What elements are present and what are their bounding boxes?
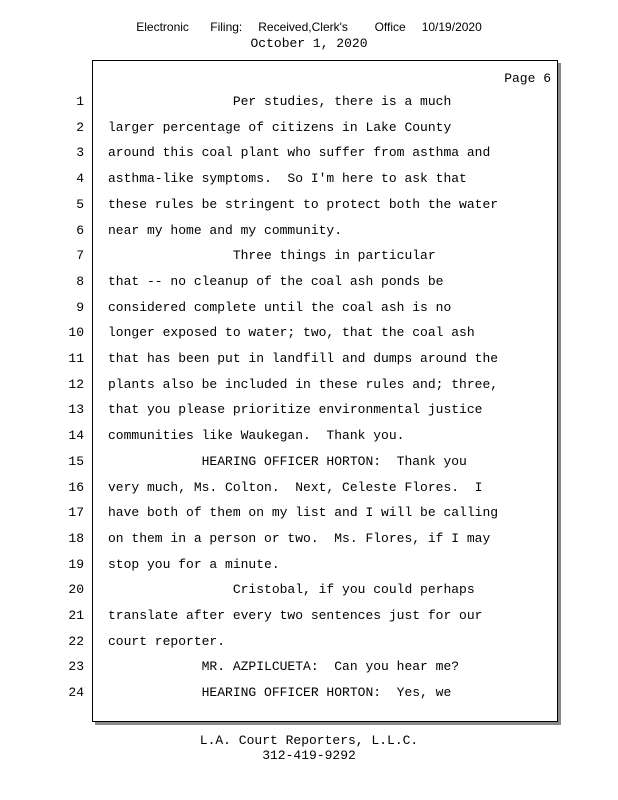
transcript-line — [0, 531, 618, 551]
transcript-line — [0, 94, 618, 114]
line-text: larger percentage of citizens in Lake County — [108, 119, 452, 135]
line-number: 3 — [76, 145, 84, 161]
line-text: have both of them on my list and I will be calling — [108, 505, 499, 521]
line-text: very much, Ms. Colton. Next, Celeste Flores. I — [108, 479, 483, 495]
line-text: stop you for a minute. — [108, 556, 280, 572]
line-number: 23 — [68, 659, 84, 675]
line-text: Cristobal, if you could perhaps — [108, 582, 475, 598]
line-text: court reporter. — [108, 633, 226, 649]
line-text: around this coal plant who suffer from asthma and — [108, 145, 491, 161]
line-text: MR. AZPILCUETA: Can you hear me? — [108, 659, 460, 675]
line-text: Three things in particular — [108, 248, 436, 264]
transcript-line — [0, 557, 618, 577]
line-number: 9 — [76, 299, 84, 315]
transcript-line — [0, 120, 618, 140]
line-number: 21 — [68, 608, 84, 623]
transcript-line — [0, 248, 618, 268]
line-number: 22 — [68, 633, 84, 649]
footer-company: L.A. Court Reporters, L.L.C. — [199, 733, 419, 748]
line-number: 10 — [68, 325, 84, 341]
line-number: 1 — [76, 94, 84, 109]
line-number: 11 — [68, 351, 84, 366]
line-number: 19 — [68, 556, 84, 572]
line-text: plants also be included in these rules and; three, — [108, 376, 499, 392]
line-number: 7 — [76, 248, 84, 264]
transcript-line — [0, 325, 618, 345]
line-text: near my home and my community. — [108, 222, 343, 238]
transcript-line — [0, 197, 618, 217]
line-number: 24 — [68, 685, 84, 701]
line-text: HEARING OFFICER HORTON: Yes, we — [108, 685, 452, 701]
transcript-line — [0, 223, 618, 243]
line-text: considered complete until the coal ash is no — [108, 299, 452, 315]
line-number: 2 — [76, 119, 84, 135]
line-text: communities like Waukegan. Thank you. — [108, 428, 405, 444]
line-number: 13 — [68, 402, 84, 418]
line-text: these rules be stringent to protect both the water — [108, 196, 499, 212]
transcript-line — [0, 402, 618, 422]
line-text: that -- no cleanup of the coal ash ponds be — [108, 273, 444, 289]
line-number: 8 — [76, 273, 84, 289]
line-text: that has been put in landfill and dumps around the — [108, 351, 499, 366]
transcript-line — [0, 300, 618, 320]
transcript-line — [0, 454, 618, 474]
line-text: on them in a person or two. Ms. Flores, if I may — [108, 530, 491, 546]
transcript-line — [0, 274, 618, 294]
transcript-line — [0, 145, 618, 165]
line-text: that you please prioritize environmental justice — [108, 402, 483, 418]
transcript-line — [0, 377, 618, 397]
filing-stamp: Electronic Filing: Received,Clerk's Office 10/19/2020 — [136, 20, 482, 34]
transcript-line — [0, 659, 618, 679]
line-text: HEARING OFFICER HORTON: Thank you — [108, 453, 467, 469]
transcript-line — [0, 428, 618, 448]
line-number: 5 — [76, 196, 84, 212]
transcript-line — [0, 634, 618, 654]
transcript-line — [0, 351, 618, 371]
line-number: 4 — [76, 171, 84, 187]
line-number: 6 — [76, 222, 84, 238]
line-number: 15 — [68, 453, 84, 469]
line-number: 18 — [68, 530, 84, 546]
footer-phone: 312-419-9292 — [262, 748, 356, 763]
transcript-line — [0, 608, 618, 628]
line-number: 17 — [68, 505, 84, 521]
transcript-date: October 1, 2020 — [250, 36, 368, 51]
line-text: asthma-like symptoms. So I'm here to ask that — [108, 171, 467, 187]
transcript-line — [0, 171, 618, 191]
line-text: Per studies, there is a much — [108, 94, 452, 109]
transcript-line — [0, 582, 618, 602]
line-number: 20 — [68, 582, 84, 598]
transcript-line — [0, 685, 618, 705]
transcript-line — [0, 480, 618, 500]
line-text: longer exposed to water; two, that the coal ash — [108, 325, 475, 341]
line-text: translate after every two sentences just for our — [108, 608, 483, 623]
page-number: Page 6 — [504, 71, 551, 86]
line-number: 14 — [68, 428, 84, 444]
line-number: 12 — [68, 376, 84, 392]
transcript-line — [0, 505, 618, 525]
line-number: 16 — [68, 479, 84, 495]
